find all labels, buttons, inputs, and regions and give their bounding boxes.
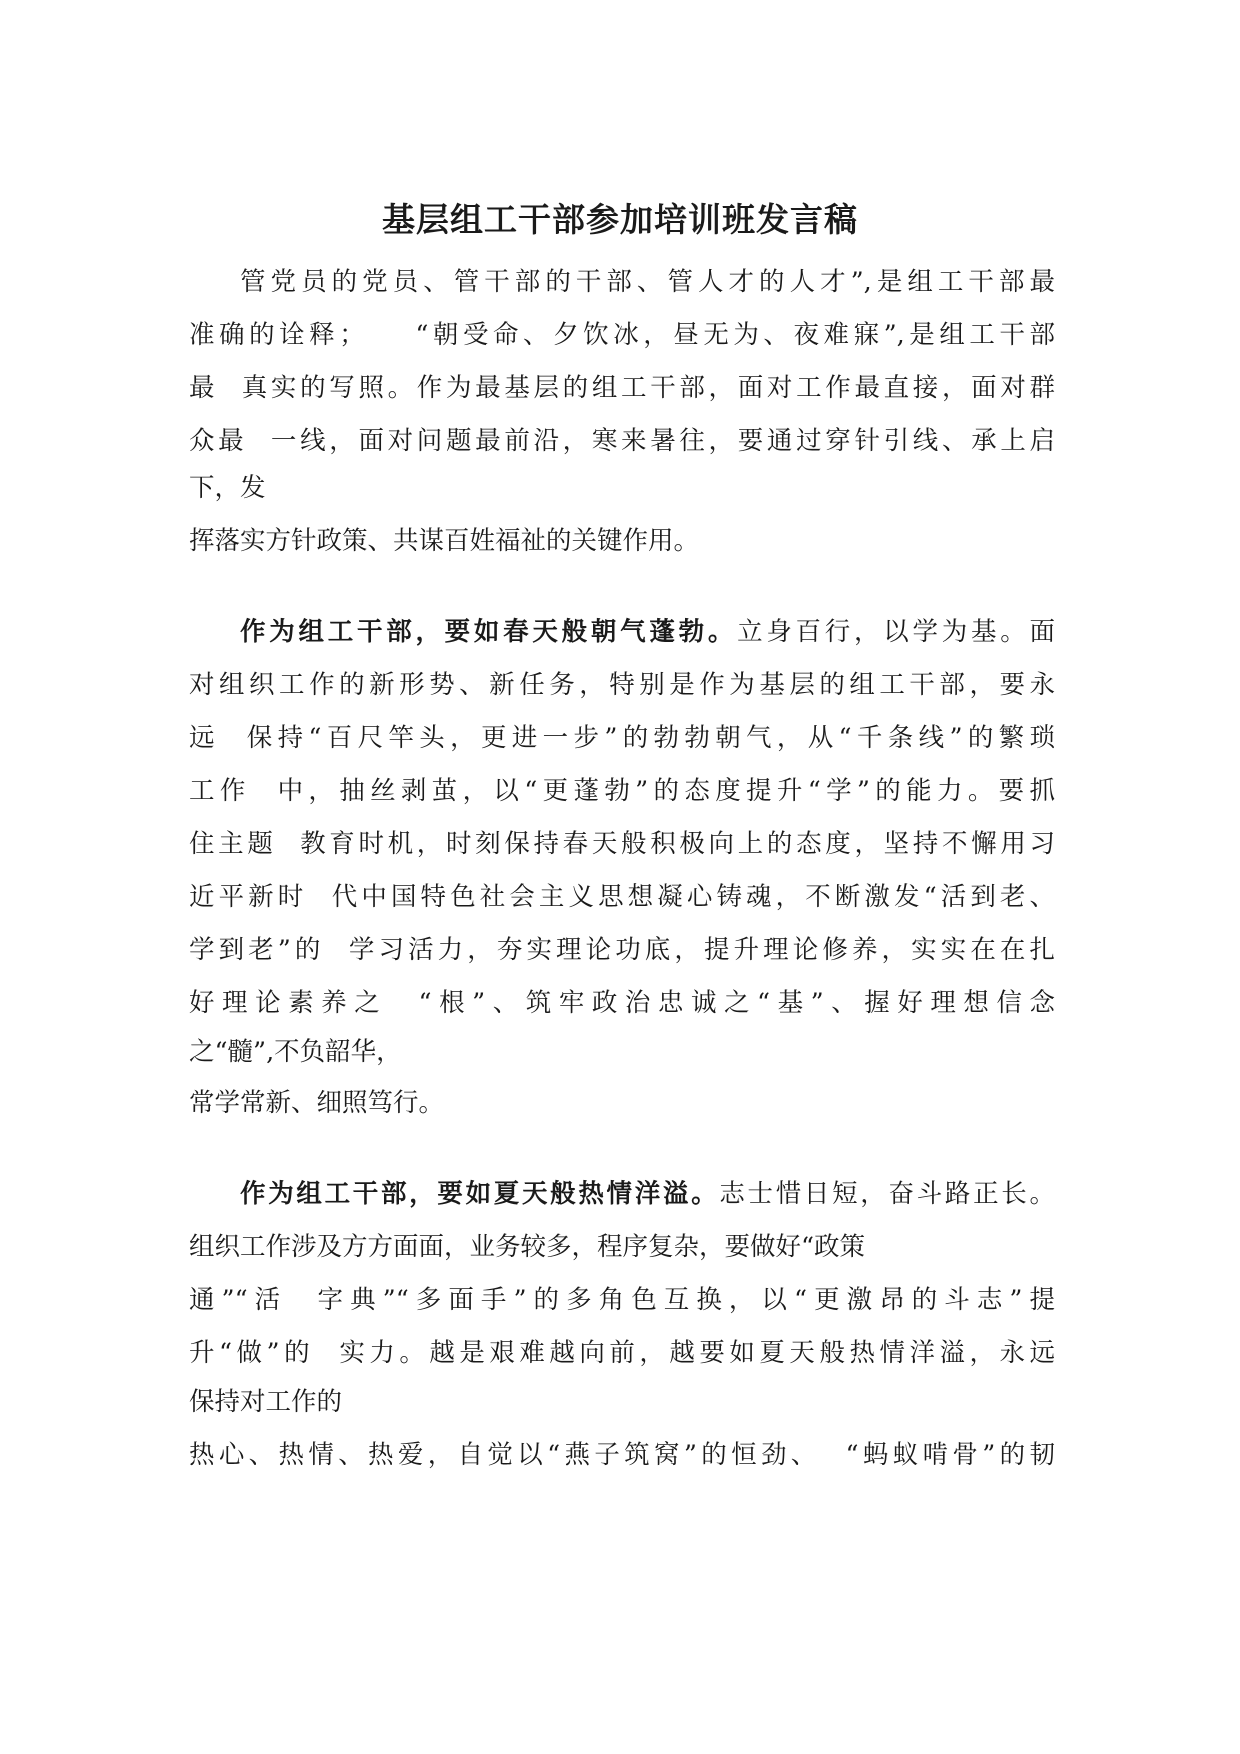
paragraph-2-line-1 [240,612,1055,652]
paragraph-2-line-2: 对组织工作的新形势、新任务，特别是作为基层的组工干部，要永 [189,670,1055,700]
paragraph-1-line-3: 最 真实的写照。作为最基层的组工干部，面对工作最直接，面对群 [189,373,1055,403]
paragraph-1-line-1: 管党员的党员、管干部的干部、管人才的人才”,是组工干部最 [240,267,1055,297]
paragraph-2-line-9: 之“髓”,不负韶华， [189,1037,402,1067]
paragraph-1-line-6: 挥落实方针政策、共谋百姓福祉的关键作用。 [189,526,700,556]
paragraph-3-heading: 作为组工干部，要如夏天般热情洋溢。 [240,1179,720,1209]
paragraph-2-line-3: 远 保持“百尺竿头，更进一步”的勃勃朝气，从“千条线”的繁琐 [189,723,1055,753]
paragraph-3-line-1 [240,1174,1055,1214]
paragraph-3-line-6: 热心、热情、热爱，自觉以“燕子筑窝”的恒劲、 “蚂蚁啃骨”的韧 [189,1440,1055,1470]
paragraph-3-line-1-rest: 志士惜日短，奋斗路正长。 [719,1179,1055,1209]
document-title: 基层组工干部参加培训班发言稿 [382,200,858,239]
paragraph-3-line-4: 升“做”的 实力。越是艰难越向前，越要如夏天般热情洋溢，永远 [189,1338,1055,1368]
paragraph-2-line-7: 学到老”的 学习活力，夯实理论功底，提升理论修养，实实在在扎 [189,935,1055,965]
paragraph-2-line-8: 好理论素养之 “根”、筑牢政治忠诚之“基”、握好理想信念 [189,988,1055,1018]
paragraph-1-line-4: 众最 一线，面对问题最前沿，寒来暑往，要通过穿针引线、承上启 [189,426,1055,456]
paragraph-2-line-6: 近平新时 代中国特色社会主义思想凝心铸魂，不断激发“活到老、 [189,882,1055,912]
paragraph-1-line-2: 准确的诠释； “朝受命、夕饮冰，昼无为、夜难寐”,是组工干部 [189,320,1055,350]
paragraph-3-line-3: 通”“活 字典”“多面手”的多角色互换，以“更激昂的斗志”提 [189,1285,1055,1315]
paragraph-2-line-5: 住主题 教育时机，时刻保持春天般积极向上的态度，坚持不懈用习 [189,829,1055,859]
paragraph-3-line-2: 组织工作涉及方方面面，业务较多，程序复杂，要做好“政策 [189,1232,866,1262]
paragraph-2-line-4: 工作 中，抽丝剥茧，以“更蓬勃”的态度提升“学”的能力。要抓 [189,776,1055,806]
paragraph-2-line-10: 常学常新、细照笃行。 [189,1088,445,1118]
paragraph-3-line-5: 保持对工作的 [189,1387,343,1417]
paragraph-2-heading: 作为组工干部，要如春天般朝气蓬勃。 [240,617,738,647]
paragraph-1-line-5: 下，发 [189,473,266,503]
paragraph-2-line-1-rest: 立身百行，以学为基。面 [737,617,1055,647]
